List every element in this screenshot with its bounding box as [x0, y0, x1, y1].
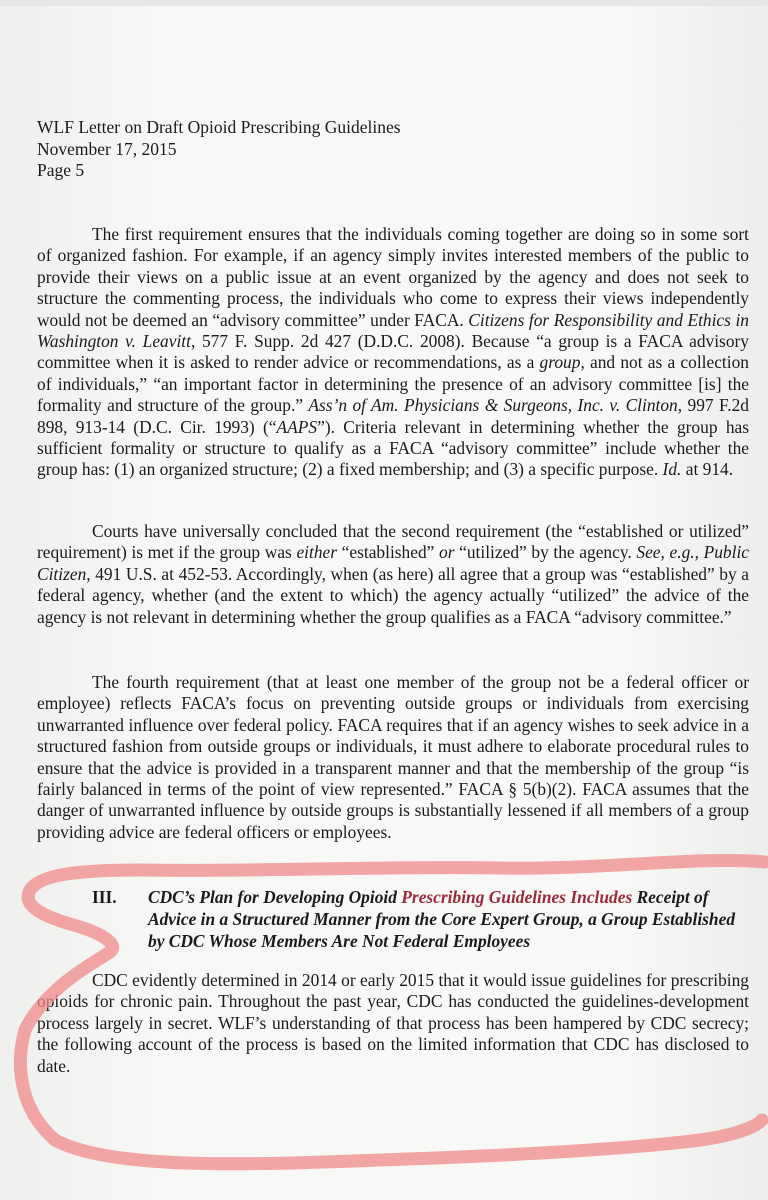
paragraph-fourth-requirement [37, 672, 749, 843]
letter-header [37, 117, 401, 182]
citation-text: Citizens for Responsibility and Ethics in Washington v. Leavitt [37, 309, 749, 352]
paragraph-cdc-process [37, 970, 749, 1077]
citation-text: Id. [662, 459, 682, 480]
body-text: CDC evidently determined in 2014 or early 2015 that it would issue guidelines for prescribing opioids for chronic pain. Throughout the past year, CDC has conducted the guidelines-development process largely in secret. WLF’s understanding of that process has been hampered by CDC secrecy; the following account of the process is based on the limited information that CDC has disclosed to date. [37, 970, 749, 1076]
header-date: November 17, 2015 [37, 138, 177, 159]
citation-text: either [296, 542, 338, 563]
section-number: III. [92, 887, 117, 907]
section-title-part1: CDC’s Plan for Developing Opioid [148, 887, 402, 907]
body-text: Courts have universally concluded that the second requirement (the “established or utilized” requirement) is met if the group was [37, 521, 749, 563]
header-page: Page 5 [37, 160, 85, 180]
body-text: “utilized” by the agency. [454, 542, 637, 563]
body-text: The first requirement ensures that the individuals coming together are doing so in some sort of organized fashion. For example, if an agency simply invites interested members of the public to provide their views on a public issue at an event organized by the agency and does not seek to structure the commenting process, the individuals who come to express their views independently would not be deemed an “advisory committee” under FACA. [37, 224, 749, 330]
citation-text: group [539, 352, 581, 373]
body-text: ”). Criteria relevant in determining whether the group has sufficient formality or structure to qualify as a FACA “advisory committee” include whether the group has: (1) an organized structure; (2) a fixed membership; and (3) a specific purpose. [37, 416, 749, 480]
section-title-highlight: Prescribing Guidelines Includes [401, 887, 633, 907]
citation-text: Ass’n of Am. Physicians & Surgeons, Inc. v. Clinton [308, 395, 678, 416]
body-text: at 914. [681, 459, 734, 480]
body-text: , and not as a collection of individuals,” “an important factor in determining the presence of an advisory committee [is] the formality and structure of the group.” [37, 352, 749, 416]
paragraph-first-requirement [37, 224, 749, 481]
body-text: , 997 F.2d 898, 913-14 (D.C. Cir. 1993) (“ [37, 395, 750, 437]
citation-text: AAPS [276, 416, 318, 437]
section-title [148, 886, 748, 952]
top-edge [0, 0, 768, 6]
citation-text: See, e.g., Public Citizen [37, 542, 750, 584]
citation-text: or [439, 542, 455, 563]
paragraph-second-requirement [37, 521, 749, 628]
body-text: “established” [337, 542, 440, 563]
section-title-part2: Receipt of Advice in a Structured Manner from the Core Expert Group, a Group Established by CDC Whose Members Are Not Federal Employees [148, 887, 736, 951]
body-text: , 577 F. Supp. 2d 427 (D.D.C. 2008). Because “a group is a FACA advisory committee when it is asked to render advice or recommendations, as a [37, 331, 749, 373]
body-text: , 491 U.S. at 452-53. Accordingly, when (as here) all agree that a group was “established” by a federal agency, whether (and the extent to which) the agency actually “utilized” the advice of the agency is not relevant in determining whether the group qualifies as a FACA “advisory committee.” [37, 563, 749, 627]
header-title: WLF Letter on Draft Opioid Prescribing Guidelines [37, 117, 401, 137]
body-text: The fourth requirement (that at least one member of the group not be a federal officer or employee) reflects FACA’s focus on preventing outside groups or individuals from exercising unwarranted influence over federal policy. FACA requires that if an agency wishes to seek advice in a structured fashion from outside groups or individuals, it must adhere to elaborate procedural rules to ensure that the advice is provided in a transparent manner and that the membership of the group “is fairly balanced in terms of the point of view represented.” FACA § 5(b)(2). FACA assumes that the danger of unwarranted influence by outside groups is substantially lessened if all members of a group providing advice are federal officers or employees. [37, 672, 749, 842]
